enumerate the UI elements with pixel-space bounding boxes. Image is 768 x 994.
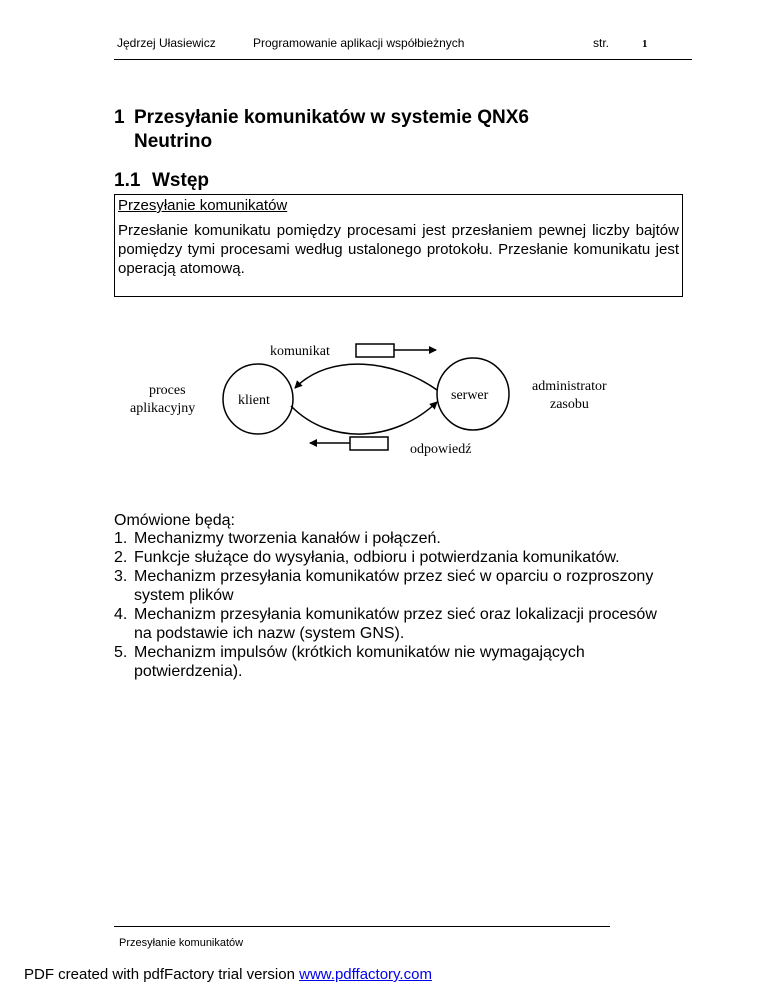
reply-arc	[291, 402, 437, 434]
pdffactory-link[interactable]: www.pdffactory.com	[299, 966, 432, 983]
list-intro: Omówione będą:	[114, 512, 235, 529]
chapter-title-line1: Przesyłanie komunikatów w systemie QNX6	[134, 107, 529, 128]
definition-box	[114, 194, 683, 297]
list-item: 1. Mechanizmy tworzenia kanałów i połączeń.	[114, 530, 441, 547]
pdf-creator-note	[24, 966, 432, 983]
header-page-label: str.	[593, 36, 610, 50]
list-item: 2. Funkcje służące do wysyłania, odbioru i potwierdzania komunikatów.	[114, 549, 620, 566]
left-caption-line1: proces	[149, 383, 186, 398]
right-caption-line2: zasobu	[550, 397, 589, 412]
header-author: Jędrzej Ułasiewicz	[117, 36, 216, 50]
header-page-number: 1	[642, 38, 648, 50]
topics-list	[114, 529, 674, 681]
footer-text: Przesyłanie komunikatów	[119, 937, 244, 949]
client-label: klient	[238, 393, 270, 408]
list-item: 5. Mechanizm impulsów (krótkich komunikatów nie wymagających potwierdzenia).	[114, 644, 585, 680]
list-item: 4. Mechanizm przesyłania komunikatów przez sieć oraz lokalizacji procesów na podstawie ich nazw (system GNS).	[114, 606, 657, 642]
section-heading	[114, 170, 209, 192]
message-passing-diagram	[110, 330, 630, 480]
server-label: serwer	[451, 388, 489, 403]
reply-label: odpowiedź	[410, 442, 472, 457]
reply-box	[350, 437, 388, 450]
chapter-heading	[114, 106, 529, 154]
section-title: Wstęp	[152, 170, 209, 191]
header-title: Programowanie aplikacji współbieżnych	[253, 36, 465, 50]
left-caption-line2: aplikacyjny	[130, 401, 196, 416]
pdf-note-prefix: PDF created with pdfFactory trial version	[24, 966, 300, 983]
message-box	[356, 344, 394, 357]
chapter-title-line2: Neutrino	[134, 131, 213, 152]
header-rule	[114, 59, 692, 60]
chapter-number: 1	[114, 107, 125, 128]
request-arc	[295, 364, 437, 390]
right-caption-line1: administrator	[532, 379, 607, 394]
message-label: komunikat	[270, 344, 330, 359]
list-item: 3. Mechanizm przesyłania komunikatów przez sieć w oparciu o rozproszony system plików	[114, 568, 654, 604]
definition-body: Przesłanie komunikatu pomiędzy procesami jest przesłaniem pewnej liczby bajtów pomiędzy tymi procesami według ustalonego protokołu. Przesłanie komunikatu jest operacją atomową.	[118, 222, 679, 277]
footer-rule	[114, 926, 610, 927]
definition-title: Przesyłanie komunikatów	[118, 197, 288, 214]
section-number: 1.1	[114, 170, 141, 191]
